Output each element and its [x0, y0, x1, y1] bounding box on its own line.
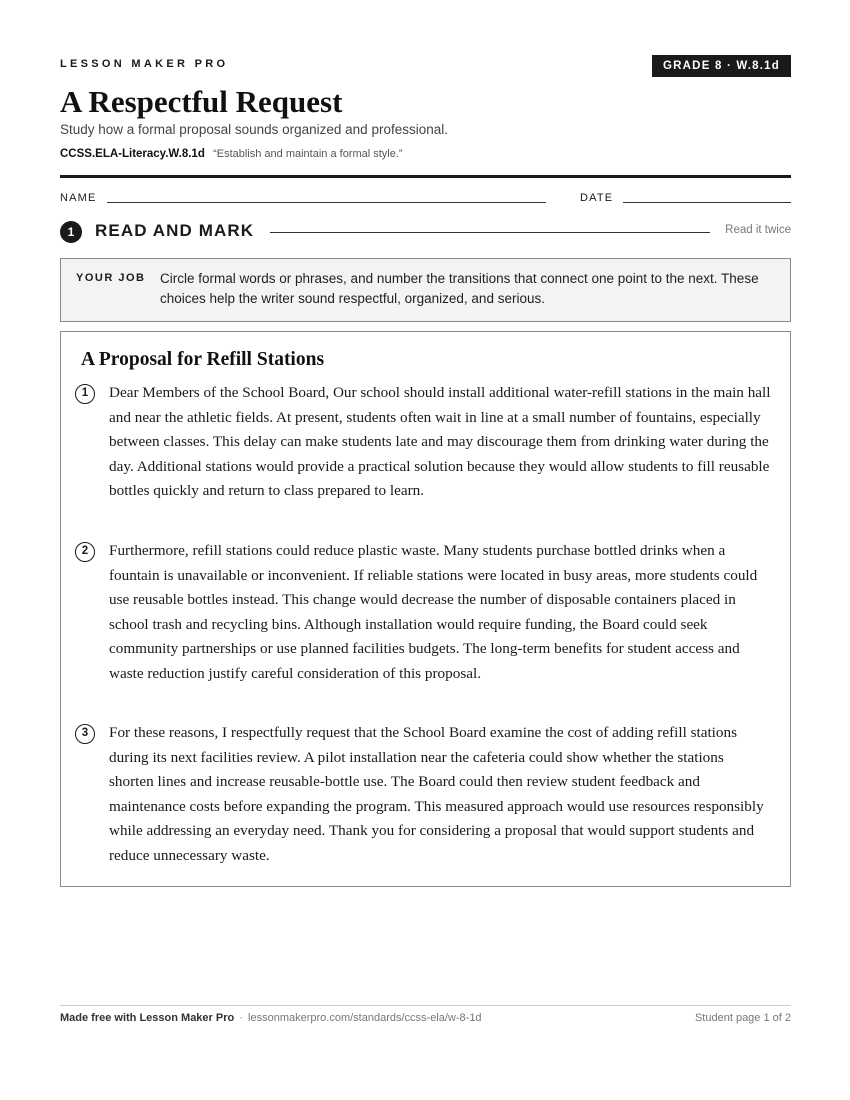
job-text: Circle formal words or phrases, and number the transitions that connect one point to the next. These choices help the writer sound respectful, organized, and serious.: [160, 271, 759, 306]
passage-paragraph: [81, 539, 772, 686]
name-field[interactable]: [107, 202, 546, 203]
footer-divider: [60, 1005, 791, 1006]
footer-credit: [60, 1012, 482, 1024]
brand-name: LESSON MAKER PRO: [60, 58, 229, 70]
header-divider: [60, 175, 791, 178]
paragraph-text: Dear Members of the School Board, Our school should install additional water-refill stations in the main hall and near the athletic fields. At present, students often wait in line at a small number of fountains, especially between classes. This delay can make students late and may discourage them from drinking water during the day. Additional stations would provide a practical solution because they would allow students to fill reusable bottles quickly and return to class prepared to learn.: [109, 384, 771, 499]
footer-url-link[interactable]: lessonmakerpro.com/standards/ccss-ela/w-8-1d: [248, 1012, 482, 1024]
page-title: A Respectful Request: [60, 84, 343, 119]
brand-row: [60, 55, 791, 79]
date-label: DATE: [580, 192, 614, 204]
footer-maker: Made free with Lesson Maker Pro: [60, 1012, 235, 1024]
paragraph-number-badge: 1: [75, 384, 95, 404]
footer-separator: ·: [239, 1012, 243, 1024]
paragraph-number-badge: 2: [75, 542, 95, 562]
date-field[interactable]: [623, 202, 791, 203]
worksheet-page: [60, 0, 791, 1100]
section-header: [60, 220, 791, 244]
grade-badge: GRADE 8 · W.8.1d: [652, 55, 791, 77]
paragraph-text: For these reasons, I respectfully request that the School Board examine the cost of adding refill stations during its next facilities review. A pilot installation near the cafeteria could show whether the stations shorten lines and increase reusable-bottle use. The Board could then review student feedback and maintenance costs before expanding the program. This measured approach would use resources responsibly while addressing an everyday need. Thank you for considering a proposal that would support students and reduce unnecessary waste.: [109, 724, 764, 864]
passage-paragraph: [81, 381, 772, 504]
paragraph-text: Furthermore, refill stations could reduce plastic waste. Many students purchase bottled drinks when a fountain is unavailable or inconvenient. If reliable stations were located in busy areas, more students could use reusable bottles instead. This change would decrease the number of disposable containers placed in school trash and recycling bins. Although installation would require funding, the Board could seek community partnerships or use planned facilities budgets. The long-term benefits for student access and waste reduction justify careful consideration of this proposal.: [109, 542, 758, 682]
paragraph-number-badge: 3: [75, 724, 95, 744]
passage-paragraph: [81, 721, 772, 868]
section-number-badge: 1: [60, 221, 82, 243]
standard-code: CCSS.ELA-Literacy.W.8.1d: [60, 148, 205, 160]
passage-title: A Proposal for Refill Stations: [81, 349, 325, 370]
job-label: YOUR JOB: [76, 272, 146, 284]
page-subtitle: Study how a formal proposal sounds organized and professional.: [60, 122, 448, 137]
job-instructions-box: [60, 258, 791, 322]
section-title: READ AND MARK: [95, 221, 255, 240]
passage-box: [60, 331, 791, 887]
standard-quote: “Establish and maintain a formal style.”: [213, 148, 403, 160]
section-divider: [270, 232, 710, 233]
name-label: NAME: [60, 192, 97, 204]
footer-page-number: Student page 1 of 2: [694, 1012, 791, 1024]
student-fields: [60, 192, 791, 208]
section-note: Read it twice: [725, 224, 791, 236]
standard-row: [60, 148, 403, 160]
